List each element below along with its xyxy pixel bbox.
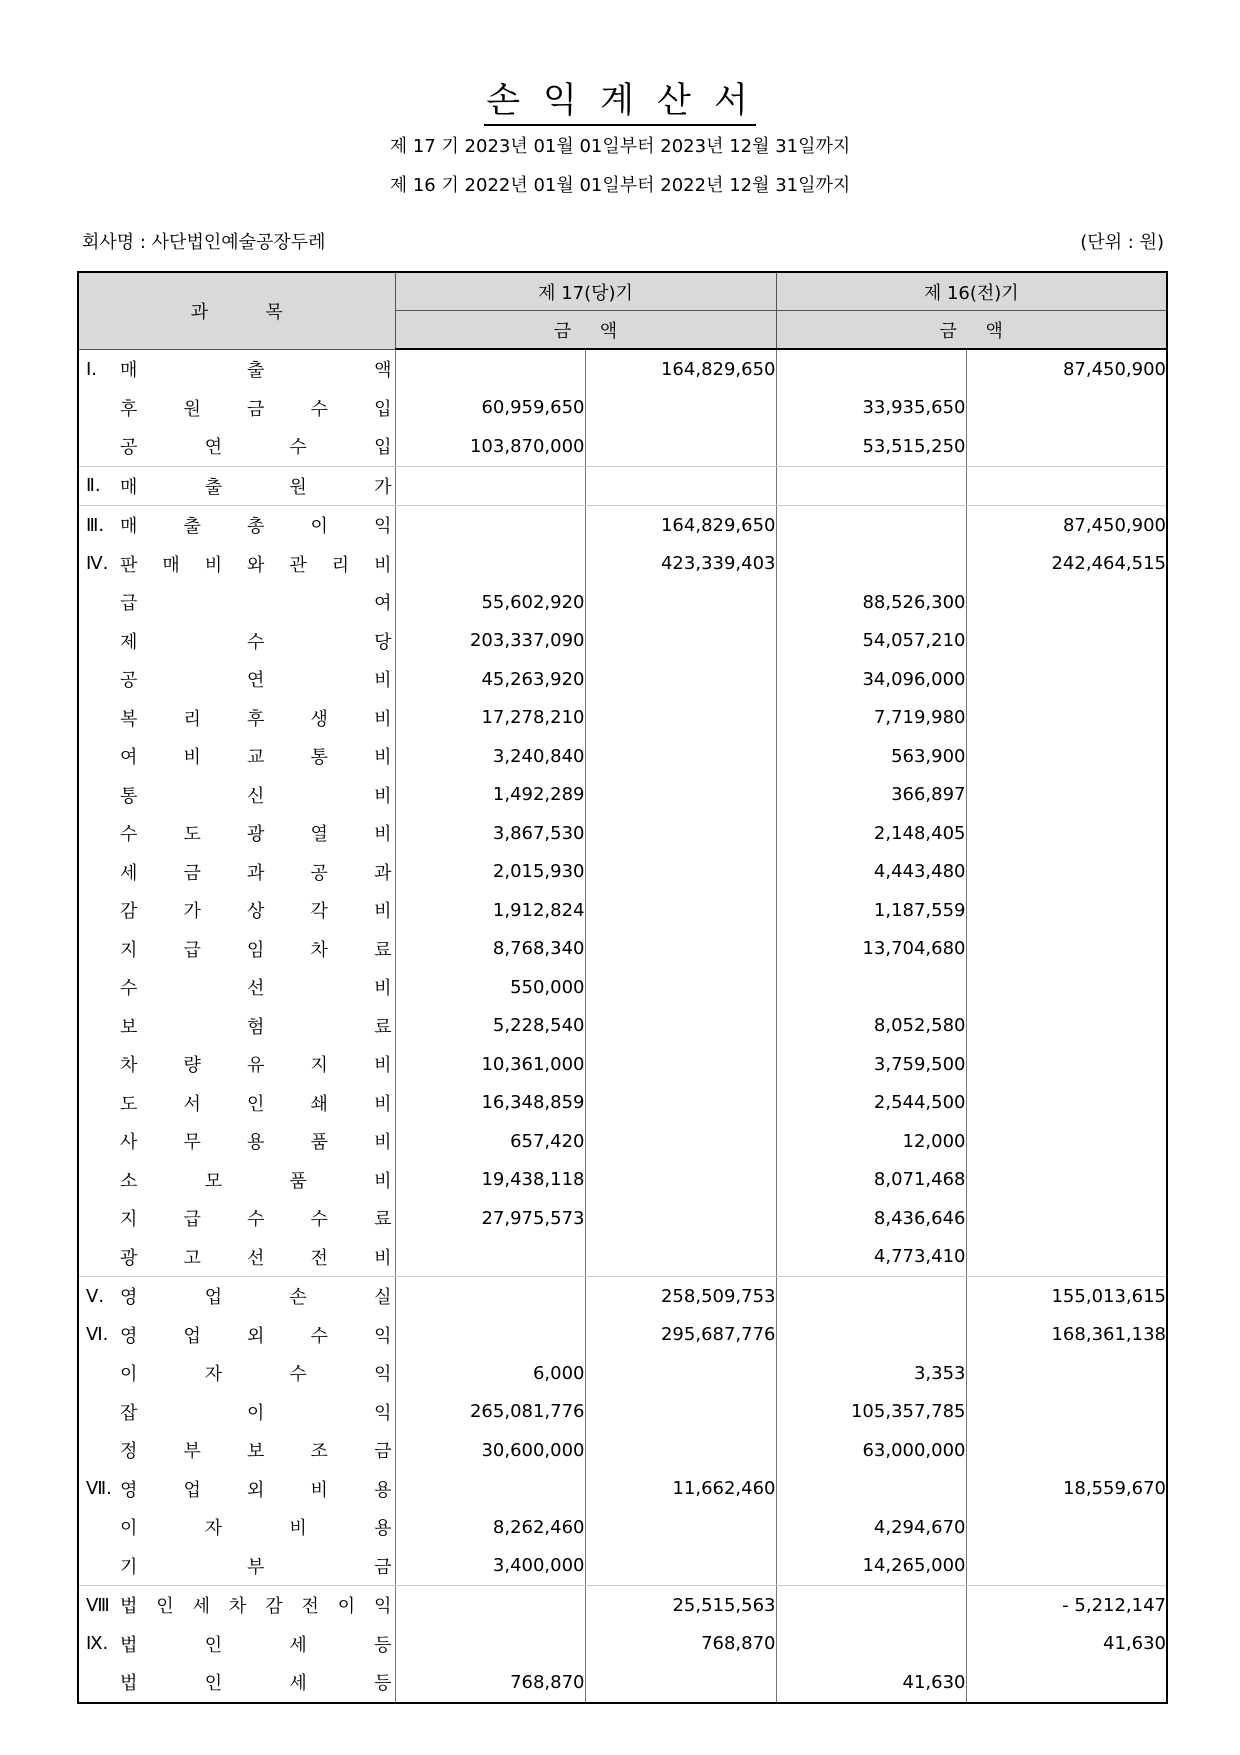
prior-total-amount: 87,450,900 — [966, 506, 1167, 545]
current-total-amount — [585, 1161, 776, 1200]
account-subject — [78, 1122, 395, 1161]
prior-total-amount — [966, 622, 1167, 661]
prior-detail-amount — [776, 506, 966, 545]
table-row — [78, 1161, 1167, 1200]
header-current-amount: 금 액 — [395, 311, 776, 350]
table-row — [78, 1625, 1167, 1664]
prior-total-amount — [966, 737, 1167, 776]
prior-total-amount — [966, 389, 1167, 428]
table-row — [78, 1547, 1167, 1586]
account-subject — [78, 930, 395, 969]
current-total-amount: 11,662,460 — [585, 1470, 776, 1509]
table-row — [78, 853, 1167, 892]
account-label: 여 비 교 통 비 — [120, 747, 392, 769]
document-title: 손 익 계 산 서 — [0, 78, 1240, 126]
account-label: 급 여 — [120, 593, 392, 615]
current-total-amount — [585, 1431, 776, 1470]
current-total-amount — [585, 466, 776, 506]
account-label: 영 업 외 비 용 — [120, 1479, 392, 1501]
account-subject — [78, 660, 395, 699]
prior-total-amount — [966, 1393, 1167, 1432]
prior-detail-amount — [776, 1470, 966, 1509]
prior-total-amount — [966, 1663, 1167, 1703]
prior-total-amount: - 5,212,147 — [966, 1586, 1167, 1625]
prior-detail-amount: 33,935,650 — [776, 389, 966, 428]
table-row — [78, 1470, 1167, 1509]
table-row — [78, 737, 1167, 776]
current-total-amount — [585, 389, 776, 428]
account-subject — [78, 1084, 395, 1123]
current-total-amount: 295,687,776 — [585, 1316, 776, 1355]
current-detail-amount: 3,240,840 — [395, 737, 585, 776]
current-total-amount — [585, 930, 776, 969]
table-row — [78, 1277, 1167, 1316]
account-label: 후 원 금 수 입 — [120, 398, 392, 420]
prior-detail-amount — [776, 1586, 966, 1625]
account-label: 이 자 비 용 — [120, 1518, 392, 1540]
prior-detail-amount: 53,515,250 — [776, 427, 966, 466]
account-label: 광 고 선 전 비 — [120, 1247, 392, 1269]
currency-unit: (단위 : 원) — [1080, 232, 1164, 253]
account-label: 세 금 과 공 과 — [120, 862, 392, 884]
table-row — [78, 660, 1167, 699]
table-row — [78, 583, 1167, 622]
current-total-amount — [585, 891, 776, 930]
account-subject — [78, 1277, 395, 1316]
current-detail-amount: 8,768,340 — [395, 930, 585, 969]
header-prior-period: 제 16(전)기 — [776, 272, 1167, 311]
table-row — [78, 1084, 1167, 1123]
account-subject — [78, 466, 395, 506]
account-label: 보 험 료 — [120, 1016, 392, 1038]
prior-total-amount: 87,450,900 — [966, 349, 1167, 389]
account-label: 기 부 금 — [120, 1556, 392, 1578]
table-row — [78, 349, 1167, 389]
table-row — [78, 699, 1167, 738]
prior-total-amount — [966, 1084, 1167, 1123]
current-total-amount: 25,515,563 — [585, 1586, 776, 1625]
prior-total-amount — [966, 466, 1167, 506]
prior-detail-amount — [776, 1625, 966, 1664]
prior-detail-amount: 3,759,500 — [776, 1045, 966, 1084]
current-detail-amount — [395, 1625, 585, 1664]
prior-total-amount — [966, 1354, 1167, 1393]
prior-detail-amount: 14,265,000 — [776, 1547, 966, 1586]
account-subject — [78, 1625, 395, 1664]
account-label: 수 선 비 — [120, 978, 392, 1000]
current-detail-amount: 1,492,289 — [395, 776, 585, 815]
current-total-amount — [585, 660, 776, 699]
current-detail-amount: 6,000 — [395, 1354, 585, 1393]
account-subject — [78, 1007, 395, 1046]
account-subject — [78, 1508, 395, 1547]
account-subject — [78, 583, 395, 622]
current-total-amount — [585, 1045, 776, 1084]
prior-total-amount: 168,361,138 — [966, 1316, 1167, 1355]
current-detail-amount: 5,228,540 — [395, 1007, 585, 1046]
account-label: 법 인 세 등 — [120, 1634, 392, 1656]
account-subject — [78, 427, 395, 466]
prior-total-amount — [966, 1238, 1167, 1277]
table-row — [78, 545, 1167, 584]
table-row — [78, 466, 1167, 506]
current-total-amount — [585, 853, 776, 892]
account-subject — [78, 1431, 395, 1470]
prior-detail-amount: 2,544,500 — [776, 1084, 966, 1123]
current-total-amount — [585, 699, 776, 738]
current-detail-amount: 27,975,573 — [395, 1199, 585, 1238]
current-detail-amount: 45,263,920 — [395, 660, 585, 699]
current-detail-amount — [395, 349, 585, 389]
prior-detail-amount: 3,353 — [776, 1354, 966, 1393]
current-detail-amount — [395, 466, 585, 506]
prior-detail-amount — [776, 1277, 966, 1316]
prior-total-amount — [966, 1431, 1167, 1470]
current-detail-amount — [395, 1238, 585, 1277]
prior-detail-amount: 34,096,000 — [776, 660, 966, 699]
prior-total-amount — [966, 1045, 1167, 1084]
table-row — [78, 622, 1167, 661]
prior-detail-amount: 12,000 — [776, 1122, 966, 1161]
account-label: 잡 이 익 — [120, 1402, 392, 1424]
prior-detail-amount — [776, 349, 966, 389]
prior-detail-amount: 4,773,410 — [776, 1238, 966, 1277]
current-total-amount: 164,829,650 — [585, 349, 776, 389]
prior-detail-amount: 8,071,468 — [776, 1161, 966, 1200]
prior-detail-amount: 2,148,405 — [776, 814, 966, 853]
current-total-amount — [585, 1238, 776, 1277]
prior-total-amount: 18,559,670 — [966, 1470, 1167, 1509]
account-label: 도 서 인 쇄 비 — [120, 1093, 392, 1115]
prior-total-amount — [966, 1161, 1167, 1200]
current-detail-amount: 3,867,530 — [395, 814, 585, 853]
account-label: 매 출 액 — [120, 360, 392, 381]
current-detail-amount: 30,600,000 — [395, 1431, 585, 1470]
section-numeral: Ⅸ. — [86, 1633, 109, 1655]
table-row — [78, 427, 1167, 466]
prior-detail-amount: 4,443,480 — [776, 853, 966, 892]
table-row — [78, 1431, 1167, 1470]
prior-total-amount: 242,464,515 — [966, 545, 1167, 584]
current-total-amount: 768,870 — [585, 1625, 776, 1664]
account-label: 매 출 총 이 익 — [120, 516, 392, 538]
prior-total-amount — [966, 583, 1167, 622]
table-row — [78, 389, 1167, 428]
section-numeral: Ⅳ. — [86, 553, 109, 575]
account-label: 영 업 외 수 익 — [120, 1325, 392, 1347]
account-subject — [78, 1393, 395, 1432]
prior-total-amount — [966, 1547, 1167, 1586]
period-current: 제 17 기 2023년 01월 01일부터 2023년 12월 31일까지 — [389, 136, 851, 157]
table-row — [78, 1045, 1167, 1084]
current-total-amount — [585, 583, 776, 622]
current-detail-amount — [395, 545, 585, 584]
prior-total-amount — [966, 427, 1167, 466]
table-row — [78, 891, 1167, 930]
table-row — [78, 1393, 1167, 1432]
account-label: 복 리 후 생 비 — [120, 708, 392, 730]
account-label: 판 매 비 와 관 리 비 — [120, 554, 392, 576]
prior-detail-amount: 88,526,300 — [776, 583, 966, 622]
current-detail-amount: 1,912,824 — [395, 891, 585, 930]
prior-total-amount — [966, 776, 1167, 815]
prior-detail-amount: 8,052,580 — [776, 1007, 966, 1046]
account-subject — [78, 1045, 395, 1084]
section-numeral: Ⅶ. — [86, 1478, 112, 1500]
account-label: 지 급 수 수 료 — [120, 1209, 392, 1231]
account-subject — [78, 699, 395, 738]
prior-total-amount — [966, 814, 1167, 853]
table-row — [78, 506, 1167, 545]
income-statement-table — [77, 271, 1168, 1704]
current-total-amount — [585, 814, 776, 853]
account-subject — [78, 622, 395, 661]
current-total-amount — [585, 1508, 776, 1547]
prior-detail-amount: 105,357,785 — [776, 1393, 966, 1432]
prior-detail-amount: 54,057,210 — [776, 622, 966, 661]
prior-total-amount — [966, 930, 1167, 969]
table-row — [78, 1007, 1167, 1046]
account-label: 법 인 세 차 감 전 이 익 — [120, 1596, 392, 1618]
account-label: 법 인 세 등 — [120, 1673, 392, 1695]
prior-total-amount — [966, 1007, 1167, 1046]
current-detail-amount — [395, 1277, 585, 1316]
current-total-amount: 423,339,403 — [585, 545, 776, 584]
section-numeral: Ⅷ — [86, 1594, 110, 1616]
table-row — [78, 1663, 1167, 1703]
current-detail-amount — [395, 1470, 585, 1509]
prior-total-amount — [966, 1199, 1167, 1238]
current-total-amount — [585, 968, 776, 1007]
account-label: 소 모 품 비 — [120, 1170, 392, 1192]
section-numeral: Ⅰ. — [86, 358, 98, 380]
account-label: 감 가 상 각 비 — [120, 901, 392, 923]
current-total-amount — [585, 1547, 776, 1586]
current-detail-amount: 550,000 — [395, 968, 585, 1007]
current-detail-amount: 2,015,930 — [395, 853, 585, 892]
current-detail-amount — [395, 1316, 585, 1355]
current-total-amount: 164,829,650 — [585, 506, 776, 545]
prior-total-amount — [966, 699, 1167, 738]
table-row — [78, 1122, 1167, 1161]
table-row — [78, 776, 1167, 815]
account-label: 공 연 수 입 — [120, 437, 392, 459]
current-detail-amount: 768,870 — [395, 1663, 585, 1703]
account-subject — [78, 1586, 395, 1625]
account-subject — [78, 891, 395, 930]
current-detail-amount: 17,278,210 — [395, 699, 585, 738]
table-row — [78, 1199, 1167, 1238]
account-subject — [78, 1663, 395, 1703]
current-detail-amount — [395, 506, 585, 545]
prior-detail-amount: 4,294,670 — [776, 1508, 966, 1547]
account-subject — [78, 814, 395, 853]
prior-detail-amount: 1,187,559 — [776, 891, 966, 930]
table-row — [78, 814, 1167, 853]
current-total-amount — [585, 1122, 776, 1161]
section-numeral: Ⅵ. — [86, 1324, 109, 1346]
period-prior: 제 16 기 2022년 01월 01일부터 2022년 12월 31일까지 — [389, 175, 851, 196]
current-total-amount: 258,509,753 — [585, 1277, 776, 1316]
current-total-amount — [585, 1663, 776, 1703]
current-total-amount — [585, 1084, 776, 1123]
current-detail-amount: 10,361,000 — [395, 1045, 585, 1084]
table-row — [78, 1508, 1167, 1547]
account-label: 정 부 보 조 금 — [120, 1441, 392, 1463]
account-label: 통 신 비 — [120, 785, 392, 807]
account-label: 지 급 임 차 료 — [120, 939, 392, 961]
current-total-amount — [585, 1007, 776, 1046]
prior-detail-amount — [776, 545, 966, 584]
prior-detail-amount: 563,900 — [776, 737, 966, 776]
prior-total-amount: 155,013,615 — [966, 1277, 1167, 1316]
prior-total-amount — [966, 891, 1167, 930]
current-detail-amount: 16,348,859 — [395, 1084, 585, 1123]
account-label: 매 출 원 가 — [120, 476, 392, 498]
account-label: 수 도 광 열 비 — [120, 824, 392, 846]
account-subject — [78, 1199, 395, 1238]
prior-total-amount — [966, 660, 1167, 699]
prior-total-amount — [966, 1122, 1167, 1161]
account-subject — [78, 1547, 395, 1586]
prior-detail-amount: 8,436,646 — [776, 1199, 966, 1238]
current-total-amount — [585, 1354, 776, 1393]
current-total-amount — [585, 776, 776, 815]
section-numeral: Ⅲ. — [86, 514, 105, 536]
header-prior-amount: 금 액 — [776, 311, 1167, 350]
current-detail-amount: 60,959,650 — [395, 389, 585, 428]
prior-detail-amount — [776, 968, 966, 1007]
account-subject — [78, 1470, 395, 1509]
prior-total-amount: 41,630 — [966, 1625, 1167, 1664]
prior-total-amount — [966, 968, 1167, 1007]
current-total-amount — [585, 737, 776, 776]
account-subject — [78, 1161, 395, 1200]
prior-detail-amount: 41,630 — [776, 1663, 966, 1703]
current-total-amount — [585, 427, 776, 466]
current-detail-amount: 19,438,118 — [395, 1161, 585, 1200]
prior-detail-amount: 7,719,980 — [776, 699, 966, 738]
prior-detail-amount — [776, 466, 966, 506]
prior-total-amount — [966, 1508, 1167, 1547]
account-label: 제 수 당 — [120, 631, 392, 653]
account-label: 차 량 유 지 비 — [120, 1055, 392, 1077]
account-subject — [78, 737, 395, 776]
header-current-period: 제 17(당)기 — [395, 272, 776, 311]
prior-detail-amount — [776, 1316, 966, 1355]
account-subject — [78, 349, 395, 389]
table-row — [78, 1316, 1167, 1355]
account-label: 공 연 비 — [120, 670, 392, 692]
table-row — [78, 930, 1167, 969]
account-label: 영 업 손 실 — [120, 1287, 392, 1309]
table-row — [78, 968, 1167, 1007]
company-name: 회사명 : 사단법인예술공장두레 — [82, 232, 326, 253]
table-row — [78, 1354, 1167, 1393]
current-detail-amount — [395, 1586, 585, 1625]
account-label: 사 무 용 품 비 — [120, 1132, 392, 1154]
account-subject — [78, 1238, 395, 1277]
current-detail-amount: 657,420 — [395, 1122, 585, 1161]
header-subject: 과 목 — [78, 272, 395, 349]
account-subject — [78, 389, 395, 428]
account-subject — [78, 545, 395, 584]
account-subject — [78, 1316, 395, 1355]
current-detail-amount: 8,262,460 — [395, 1508, 585, 1547]
prior-detail-amount: 13,704,680 — [776, 930, 966, 969]
prior-total-amount — [966, 853, 1167, 892]
section-numeral: Ⅴ. — [86, 1285, 105, 1307]
current-detail-amount: 103,870,000 — [395, 427, 585, 466]
current-detail-amount: 3,400,000 — [395, 1547, 585, 1586]
account-subject — [78, 1354, 395, 1393]
account-label: 이 자 수 익 — [120, 1364, 392, 1386]
prior-detail-amount: 63,000,000 — [776, 1431, 966, 1470]
account-subject — [78, 506, 395, 545]
account-subject — [78, 968, 395, 1007]
current-total-amount — [585, 622, 776, 661]
current-total-amount — [585, 1393, 776, 1432]
account-subject — [78, 853, 395, 892]
prior-detail-amount: 366,897 — [776, 776, 966, 815]
table-row — [78, 1586, 1167, 1625]
current-detail-amount: 55,602,920 — [395, 583, 585, 622]
table-row — [78, 1238, 1167, 1277]
section-numeral: Ⅱ. — [86, 475, 101, 497]
current-detail-amount: 265,081,776 — [395, 1393, 585, 1432]
current-detail-amount: 203,337,090 — [395, 622, 585, 661]
account-subject — [78, 776, 395, 815]
current-total-amount — [585, 1199, 776, 1238]
